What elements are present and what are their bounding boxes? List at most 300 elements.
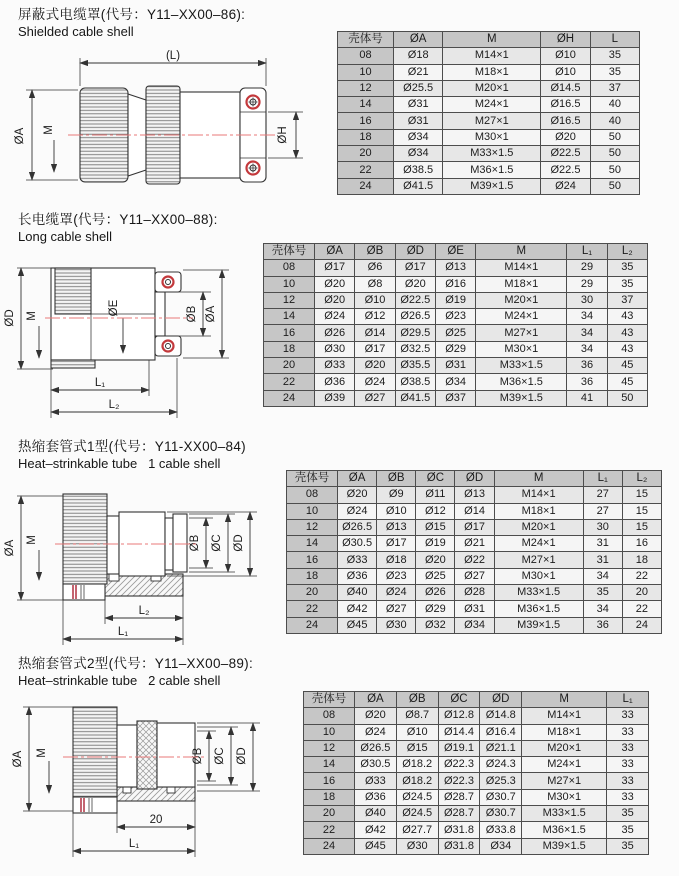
data-cell: 40: [590, 97, 639, 113]
data-cell: Ø15: [416, 519, 455, 535]
table-row: [304, 822, 649, 838]
data-cell: Ø38.5: [395, 374, 435, 390]
data-cell: Ø36: [338, 568, 377, 584]
data-cell: 31: [583, 552, 622, 568]
data-cell: Ø41.5: [395, 390, 435, 406]
data-cell: 33: [607, 757, 649, 773]
data-cell: Ø29.5: [395, 325, 435, 341]
column-header: ØC: [416, 471, 455, 487]
data-cell: 43: [607, 325, 647, 341]
data-cell: Ø42: [355, 822, 397, 838]
data-cell: 35: [583, 585, 622, 601]
tube2-shell-drawing: [5, 693, 277, 870]
data-cell: Ø24: [355, 374, 395, 390]
data-cell: Ø30: [396, 838, 438, 854]
data-cell: Ø13: [455, 487, 494, 503]
column-header: L₁: [607, 692, 649, 708]
data-cell: Ø12: [416, 503, 455, 519]
table-row: [304, 724, 649, 740]
data-cell: 43: [607, 341, 647, 357]
tube2-shell-table: [303, 691, 649, 855]
data-cell: 15: [622, 487, 661, 503]
data-cell: 35: [607, 260, 647, 276]
data-cell: Ø22.3: [438, 757, 480, 773]
table-row: [338, 113, 640, 129]
row-header-cell: 22: [287, 601, 338, 617]
row-header-cell: 24: [304, 838, 355, 854]
table-row: [287, 487, 662, 503]
data-cell: M39×1.5: [522, 838, 607, 854]
dim-label-dia-d: ØD: [4, 309, 16, 327]
data-cell: Ø14: [355, 325, 395, 341]
data-cell: M14×1: [443, 48, 541, 64]
row-header-cell: 12: [264, 292, 315, 308]
column-header: L₂: [607, 244, 647, 260]
row-header-cell: 20: [338, 146, 394, 162]
row-header-cell: 22: [338, 162, 394, 178]
data-cell: 27: [583, 487, 622, 503]
dim-label-dia-e: ØE: [108, 299, 120, 317]
data-cell: Ø27: [455, 568, 494, 584]
table-row: [264, 390, 648, 406]
data-cell: 35: [590, 64, 639, 80]
data-cell: M30×1: [443, 129, 541, 145]
data-cell: Ø19: [416, 536, 455, 552]
row-header-cell: 14: [287, 536, 338, 552]
row-header-cell: 16: [338, 113, 394, 129]
column-header: L₁: [583, 471, 622, 487]
dim-label-m: M: [26, 311, 38, 321]
dim-label-dia-b: ØB: [192, 747, 204, 765]
data-cell: M14×1: [522, 708, 607, 724]
table-row: [287, 552, 662, 568]
table-row: [304, 708, 649, 724]
dim-label-m: M: [43, 125, 55, 135]
data-cell: Ø26.5: [395, 309, 435, 325]
data-cell: Ø27.7: [396, 822, 438, 838]
data-cell: Ø25: [416, 568, 455, 584]
data-cell: Ø45: [338, 617, 377, 633]
data-cell: 34: [583, 601, 622, 617]
table-row: [304, 773, 649, 789]
data-cell: 34: [567, 309, 607, 325]
data-cell: M20×1: [443, 80, 541, 96]
data-cell: 35: [607, 276, 647, 292]
table-row: [287, 568, 662, 584]
data-cell: M33×1.5: [522, 806, 607, 822]
table-row: [264, 325, 648, 341]
row-header-cell: 10: [338, 64, 394, 80]
data-cell: Ø23: [377, 568, 416, 584]
data-cell: M14×1: [476, 260, 567, 276]
data-cell: 41: [567, 390, 607, 406]
row-header-cell: 18: [264, 341, 315, 357]
data-cell: Ø11: [416, 487, 455, 503]
table-row: [264, 374, 648, 390]
data-cell: Ø31.8: [438, 822, 480, 838]
table-row: [338, 97, 640, 113]
shielded-shell-table: [337, 31, 640, 195]
data-cell: 34: [567, 341, 607, 357]
dimension-l1: [63, 600, 183, 645]
table-header-row: [338, 32, 640, 48]
row-header-cell: 20: [304, 806, 355, 822]
data-cell: M24×1: [476, 309, 567, 325]
column-header: ØB: [396, 692, 438, 708]
table-header-row: [264, 244, 648, 260]
data-cell: M18×1: [522, 724, 607, 740]
data-cell: Ø23: [435, 309, 475, 325]
data-cell: M36×1.5: [443, 162, 541, 178]
dimension-20: [117, 801, 195, 833]
data-cell: Ø10: [396, 724, 438, 740]
shielded-shell-drawing: [10, 48, 310, 200]
column-header: ØA: [355, 692, 397, 708]
dimension-thread: [26, 311, 39, 358]
data-cell: Ø33: [338, 552, 377, 568]
data-cell: 50: [590, 178, 639, 194]
column-header: ØC: [438, 692, 480, 708]
data-cell: Ø28: [455, 585, 494, 601]
dim-label-dia-a: ØA: [12, 750, 24, 768]
data-cell: Ø35.5: [395, 358, 435, 374]
dimension-length: [80, 50, 266, 86]
data-cell: 31: [583, 536, 622, 552]
column-header: M: [443, 32, 541, 48]
tube1-shell-drawing: [5, 478, 277, 655]
data-cell: Ø12: [355, 309, 395, 325]
dim-label-l1: L₁: [128, 838, 140, 850]
data-cell: 35: [607, 806, 649, 822]
data-cell: Ø22.5: [541, 162, 590, 178]
data-cell: Ø30: [377, 617, 416, 633]
tube1-shell-table: [286, 470, 662, 634]
data-cell: 50: [590, 129, 639, 145]
data-cell: Ø18: [377, 552, 416, 568]
section-title-en: Heat–strinkable tube 1 cable shell: [18, 456, 221, 471]
table-row: [304, 789, 649, 805]
data-cell: Ø21: [394, 64, 443, 80]
data-cell: Ø34: [435, 374, 475, 390]
dimension-l2: [105, 596, 183, 624]
data-cell: M24×1: [494, 536, 583, 552]
table-row: [264, 276, 648, 292]
column-header: ØA: [315, 244, 355, 260]
table-row: [338, 48, 640, 64]
column-header: ØD: [395, 244, 435, 260]
row-header-cell: 14: [338, 97, 394, 113]
data-cell: 50: [607, 390, 647, 406]
data-cell: Ø27: [355, 390, 395, 406]
data-cell: M30×1: [522, 789, 607, 805]
dim-label-l1: L₁: [94, 377, 106, 389]
data-cell: Ø24.3: [480, 757, 522, 773]
data-cell: 33: [607, 724, 649, 740]
dim-label-dia-b: ØB: [189, 534, 201, 552]
data-cell: Ø33: [315, 358, 355, 374]
row-header-cell: 18: [304, 789, 355, 805]
data-cell: M27×1: [476, 325, 567, 341]
data-cell: Ø34: [480, 838, 522, 854]
column-header: 壳体号: [287, 471, 338, 487]
row-header-cell: 08: [304, 708, 355, 724]
data-cell: Ø14: [455, 503, 494, 519]
data-cell: 40: [590, 113, 639, 129]
data-cell: Ø33.8: [480, 822, 522, 838]
data-cell: 36: [567, 358, 607, 374]
table-row: [287, 536, 662, 552]
data-cell: M24×1: [443, 97, 541, 113]
row-header-cell: 10: [287, 503, 338, 519]
data-cell: Ø10: [355, 292, 395, 308]
data-cell: Ø22: [455, 552, 494, 568]
table-row: [264, 341, 648, 357]
data-cell: Ø18: [394, 48, 443, 64]
data-cell: Ø20: [355, 358, 395, 374]
data-cell: 45: [607, 374, 647, 390]
data-cell: 43: [607, 309, 647, 325]
data-cell: 15: [622, 503, 661, 519]
column-header: L: [590, 32, 639, 48]
data-cell: 33: [607, 740, 649, 756]
data-cell: Ø32.5: [395, 341, 435, 357]
data-cell: M27×1: [522, 773, 607, 789]
row-header-cell: 12: [287, 519, 338, 535]
section-title-zh: 热缩套管式2型(代号：Y11–XX00–89):: [18, 656, 254, 671]
long-shell-drawing: [5, 248, 255, 430]
table-header-row: [304, 692, 649, 708]
table-row: [338, 178, 640, 194]
data-cell: Ø18.2: [396, 757, 438, 773]
data-cell: 35: [607, 838, 649, 854]
data-cell: Ø31: [394, 113, 443, 129]
data-cell: 18: [622, 552, 661, 568]
data-cell: M33×1.5: [443, 146, 541, 162]
data-cell: Ø9: [377, 487, 416, 503]
row-header-cell: 16: [304, 773, 355, 789]
table-row: [264, 292, 648, 308]
row-header-cell: 14: [264, 309, 315, 325]
data-cell: M27×1: [443, 113, 541, 129]
data-cell: Ø10: [541, 64, 590, 80]
section-tube2-title: [18, 655, 253, 689]
row-header-cell: 10: [264, 276, 315, 292]
data-cell: Ø30.7: [480, 789, 522, 805]
data-cell: M18×1: [443, 64, 541, 80]
row-header-cell: 16: [264, 325, 315, 341]
data-cell: Ø20: [541, 129, 590, 145]
section-tube1-title: [18, 438, 246, 472]
data-cell: Ø21.1: [480, 740, 522, 756]
data-cell: Ø16: [435, 276, 475, 292]
data-cell: Ø20: [416, 552, 455, 568]
column-header: ØA: [338, 471, 377, 487]
table-row: [287, 601, 662, 617]
data-cell: Ø34: [455, 617, 494, 633]
table-row: [338, 146, 640, 162]
data-cell: Ø30.7: [480, 806, 522, 822]
table-row: [304, 838, 649, 854]
data-cell: Ø24.5: [396, 806, 438, 822]
data-cell: 35: [607, 822, 649, 838]
section-title-en: Long cable shell: [18, 229, 112, 244]
data-cell: Ø31.8: [438, 838, 480, 854]
data-cell: Ø31: [435, 358, 475, 374]
row-header-cell: 24: [338, 178, 394, 194]
data-cell: Ø31: [394, 97, 443, 113]
row-header-cell: 24: [264, 390, 315, 406]
data-cell: 30: [583, 519, 622, 535]
dim-label-dia-a: ØA: [14, 127, 26, 145]
dim-label-l1: L₁: [117, 626, 129, 638]
data-cell: 36: [567, 374, 607, 390]
data-cell: Ø15: [396, 740, 438, 756]
data-cell: 29: [567, 276, 607, 292]
data-cell: Ø41.5: [394, 178, 443, 194]
data-cell: M24×1: [522, 757, 607, 773]
dimension-l1: [73, 813, 195, 857]
dimension-dia-b: [192, 731, 216, 781]
section-shielded-title: [18, 6, 245, 40]
table-row: [287, 585, 662, 601]
column-header: ØD: [480, 692, 522, 708]
data-cell: 37: [590, 80, 639, 96]
data-cell: Ø17: [395, 260, 435, 276]
data-cell: Ø27: [377, 601, 416, 617]
column-header: ØB: [377, 471, 416, 487]
data-cell: Ø20: [395, 276, 435, 292]
data-cell: Ø45: [355, 838, 397, 854]
data-cell: Ø16.5: [541, 97, 590, 113]
column-header: 壳体号: [264, 244, 315, 260]
data-cell: Ø29: [416, 601, 455, 617]
data-cell: Ø18.2: [396, 773, 438, 789]
dimension-dia-b: [189, 518, 213, 568]
column-header: 壳体号: [304, 692, 355, 708]
dim-label-dia-b: ØB: [186, 305, 198, 323]
data-cell: Ø25.5: [394, 80, 443, 96]
data-cell: Ø25: [435, 325, 475, 341]
data-cell: Ø32: [416, 617, 455, 633]
data-cell: Ø16.4: [480, 724, 522, 740]
data-cell: Ø24: [355, 724, 397, 740]
data-cell: Ø33: [355, 773, 397, 789]
table-row: [287, 617, 662, 633]
data-cell: M36×1.5: [476, 374, 567, 390]
column-header: ØH: [541, 32, 590, 48]
data-cell: Ø19.1: [438, 740, 480, 756]
data-cell: 34: [567, 325, 607, 341]
data-cell: 22: [622, 568, 661, 584]
data-cell: 45: [607, 358, 647, 374]
row-header-cell: 22: [264, 374, 315, 390]
table-row: [338, 162, 640, 178]
data-cell: Ø25.3: [480, 773, 522, 789]
column-header: L₁: [567, 244, 607, 260]
data-cell: 50: [590, 162, 639, 178]
data-cell: Ø17: [377, 536, 416, 552]
long-shell-table: [263, 243, 648, 407]
data-cell: 30: [567, 292, 607, 308]
data-cell: 33: [607, 773, 649, 789]
data-cell: Ø24: [377, 585, 416, 601]
data-cell: M39×1.5: [476, 390, 567, 406]
data-cell: 50: [590, 146, 639, 162]
data-cell: Ø17: [355, 341, 395, 357]
section-title-zh: 长电缆罩(代号：Y11–XX00–88):: [18, 212, 218, 227]
data-cell: M33×1.5: [494, 585, 583, 601]
data-cell: M27×1: [494, 552, 583, 568]
data-cell: M30×1: [494, 568, 583, 584]
dim-label-dia-a: ØA: [4, 539, 16, 557]
table-row: [304, 740, 649, 756]
section-title-en: Shielded cable shell: [18, 24, 134, 39]
table-row: [264, 358, 648, 374]
data-cell: Ø8: [355, 276, 395, 292]
column-header: ØA: [394, 32, 443, 48]
data-cell: Ø26: [315, 325, 355, 341]
data-cell: M36×1.5: [494, 601, 583, 617]
section-title-zh: 屏蔽式电缆罩(代号：Y11–XX00–86):: [18, 7, 246, 22]
dimension-thread: [36, 748, 49, 793]
data-cell: Ø20: [355, 708, 397, 724]
table-row: [338, 64, 640, 80]
section-title-en: Heat–strinkable tube 2 cable shell: [18, 673, 221, 688]
row-header-cell: 20: [287, 585, 338, 601]
row-header-cell: 10: [304, 724, 355, 740]
data-cell: Ø10: [541, 48, 590, 64]
data-cell: 22: [622, 601, 661, 617]
row-header-cell: 18: [287, 568, 338, 584]
column-header: M: [494, 471, 583, 487]
table-row: [304, 806, 649, 822]
data-cell: Ø40: [338, 585, 377, 601]
column-header: 壳体号: [338, 32, 394, 48]
data-cell: Ø40: [355, 806, 397, 822]
dimension-thread: [43, 125, 55, 172]
data-cell: 35: [590, 48, 639, 64]
data-cell: Ø10: [377, 503, 416, 519]
data-cell: 36: [583, 617, 622, 633]
data-cell: Ø28.7: [438, 806, 480, 822]
data-cell: Ø39: [315, 390, 355, 406]
data-cell: Ø17: [315, 260, 355, 276]
column-header: L₂: [622, 471, 661, 487]
data-cell: Ø24.5: [396, 789, 438, 805]
data-cell: Ø34: [394, 146, 443, 162]
data-cell: M20×1: [476, 292, 567, 308]
section-long-title: [18, 211, 218, 245]
data-cell: M20×1: [494, 519, 583, 535]
data-cell: Ø34: [394, 129, 443, 145]
data-cell: Ø30.5: [355, 757, 397, 773]
data-cell: Ø29: [435, 341, 475, 357]
column-header: ØB: [355, 244, 395, 260]
data-cell: Ø36: [355, 789, 397, 805]
row-header-cell: 08: [338, 48, 394, 64]
data-cell: Ø12.8: [438, 708, 480, 724]
data-cell: Ø24: [338, 503, 377, 519]
data-cell: Ø16.5: [541, 113, 590, 129]
dim-label-dia-c: ØC: [211, 534, 223, 552]
column-header: ØE: [435, 244, 475, 260]
data-cell: 16: [622, 536, 661, 552]
data-cell: M36×1.5: [522, 822, 607, 838]
row-header-cell: 16: [287, 552, 338, 568]
data-cell: Ø14.8: [480, 708, 522, 724]
dim-label-m: M: [36, 748, 48, 758]
row-header-cell: 08: [287, 487, 338, 503]
